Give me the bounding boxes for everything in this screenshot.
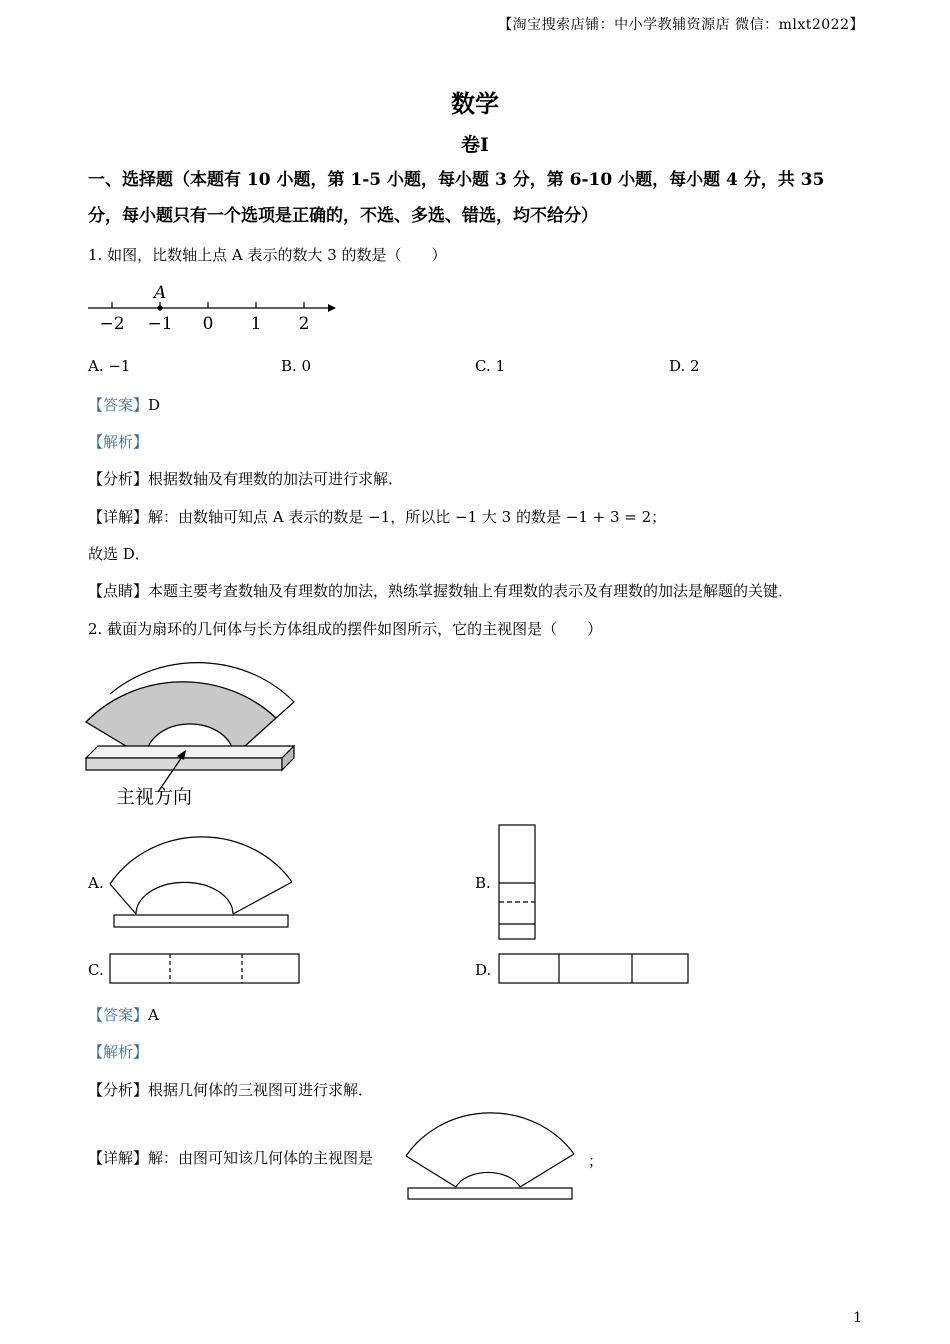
header-note: 【淘宝搜索店铺：中小学教辅资源店 微信：mlxt2022】	[498, 17, 864, 33]
answer-tag: 【答案】	[88, 396, 149, 414]
answer-value: D	[148, 396, 161, 414]
q1-fenxi	[88, 468, 403, 489]
q1-stem: 1. 如图，比数轴上点 A 表示的数大 3 的数是（ ）	[88, 246, 447, 264]
fenxi-tag: 【分析】	[88, 1081, 149, 1099]
tick-label: −2	[99, 314, 125, 334]
q1-dianjing	[88, 580, 793, 601]
view-direction-caption: 主视方向	[116, 786, 193, 808]
q2-xiangjie	[88, 1147, 373, 1168]
q1-conclusion: 故选 D．	[88, 545, 150, 563]
q2-ornament-figure	[82, 650, 302, 815]
q1-xiangjie	[88, 506, 666, 527]
q2-answer	[88, 1004, 159, 1025]
section-heading-line1: 一、选择题（本题有 10 小题，第 1-5 小题，每小题 3 分，第 6-10 小题，每小题 4 分，共 35	[88, 170, 825, 190]
xiangjie-text: 解：由图可知该几何体的主视图是	[148, 1149, 374, 1167]
q2-option-d-label: D.	[475, 961, 492, 979]
q1-number-line	[84, 280, 344, 336]
xiangjie-text: 解：由数轴可知点 A 表示的数是 −1，所以比 −1 大 3 的数是 −1 + 3 = 2；	[148, 508, 667, 526]
tick-label: 2	[298, 314, 310, 334]
page-title: 数学	[451, 89, 499, 118]
answer-value: A	[148, 1006, 159, 1024]
q2-fenxi	[88, 1079, 373, 1100]
q2-option-c-label: C.	[88, 961, 104, 979]
section-heading-line2: 分，每小题只有一个选项是正确的，不选、多选、错选，均不给分）	[88, 206, 598, 226]
q2-option-b-label: B.	[475, 874, 491, 892]
tick-label: −1	[147, 314, 173, 334]
q2-option-c-figure	[108, 952, 302, 986]
number-line-ticks	[112, 302, 304, 308]
fenxi-text: 根据数轴及有理数的加法可进行求解．	[148, 470, 404, 488]
q2-trailing-punct: ；	[588, 1152, 604, 1170]
q1-answer	[88, 394, 160, 415]
base-box-top	[86, 746, 294, 758]
q1-option-a: A. −1	[88, 357, 131, 375]
tick-label: 1	[250, 314, 262, 334]
q2-option-b-figure	[496, 822, 538, 942]
q2-option-d-figure	[497, 952, 691, 986]
section-heading	[88, 162, 878, 234]
page-number: 1	[853, 1310, 862, 1326]
q1-option-b: B. 0	[281, 357, 312, 375]
answer-tag: 【答案】	[88, 1006, 149, 1024]
dianjing-tag: 【点睛】	[88, 582, 149, 600]
point-a-label: A	[154, 283, 167, 303]
dianjing-text: 本题主要考查数轴及有理数的加法，熟练掌握数轴上有理数的表示及有理数的加法是解题的关键．	[148, 582, 794, 600]
q1-option-c: C. 1	[475, 357, 506, 375]
q2-stem: 2. 截面为扇环的几何体与长方体组成的摆件如图所示，它的主视图是（ ）	[88, 620, 603, 638]
q2-solution-figure	[404, 1110, 576, 1202]
q2-option-a-figure	[108, 832, 292, 930]
q2-option-a-label: A.	[88, 874, 104, 892]
q1-analysis-tag: 【解析】	[88, 433, 149, 451]
xiangjie-tag: 【详解】	[88, 1149, 149, 1167]
q2-analysis-tag: 【解析】	[88, 1043, 149, 1061]
point-a-marker	[157, 305, 162, 310]
number-line-arrow	[328, 304, 336, 312]
fenxi-tag: 【分析】	[88, 470, 149, 488]
fenxi-text: 根据几何体的三视图可进行求解．	[148, 1081, 374, 1099]
xiangjie-tag: 【详解】	[88, 508, 149, 526]
page-subtitle: 卷Ⅰ	[461, 134, 489, 156]
q1-option-d: D. 2	[669, 357, 700, 375]
tick-label: 0	[202, 314, 214, 334]
